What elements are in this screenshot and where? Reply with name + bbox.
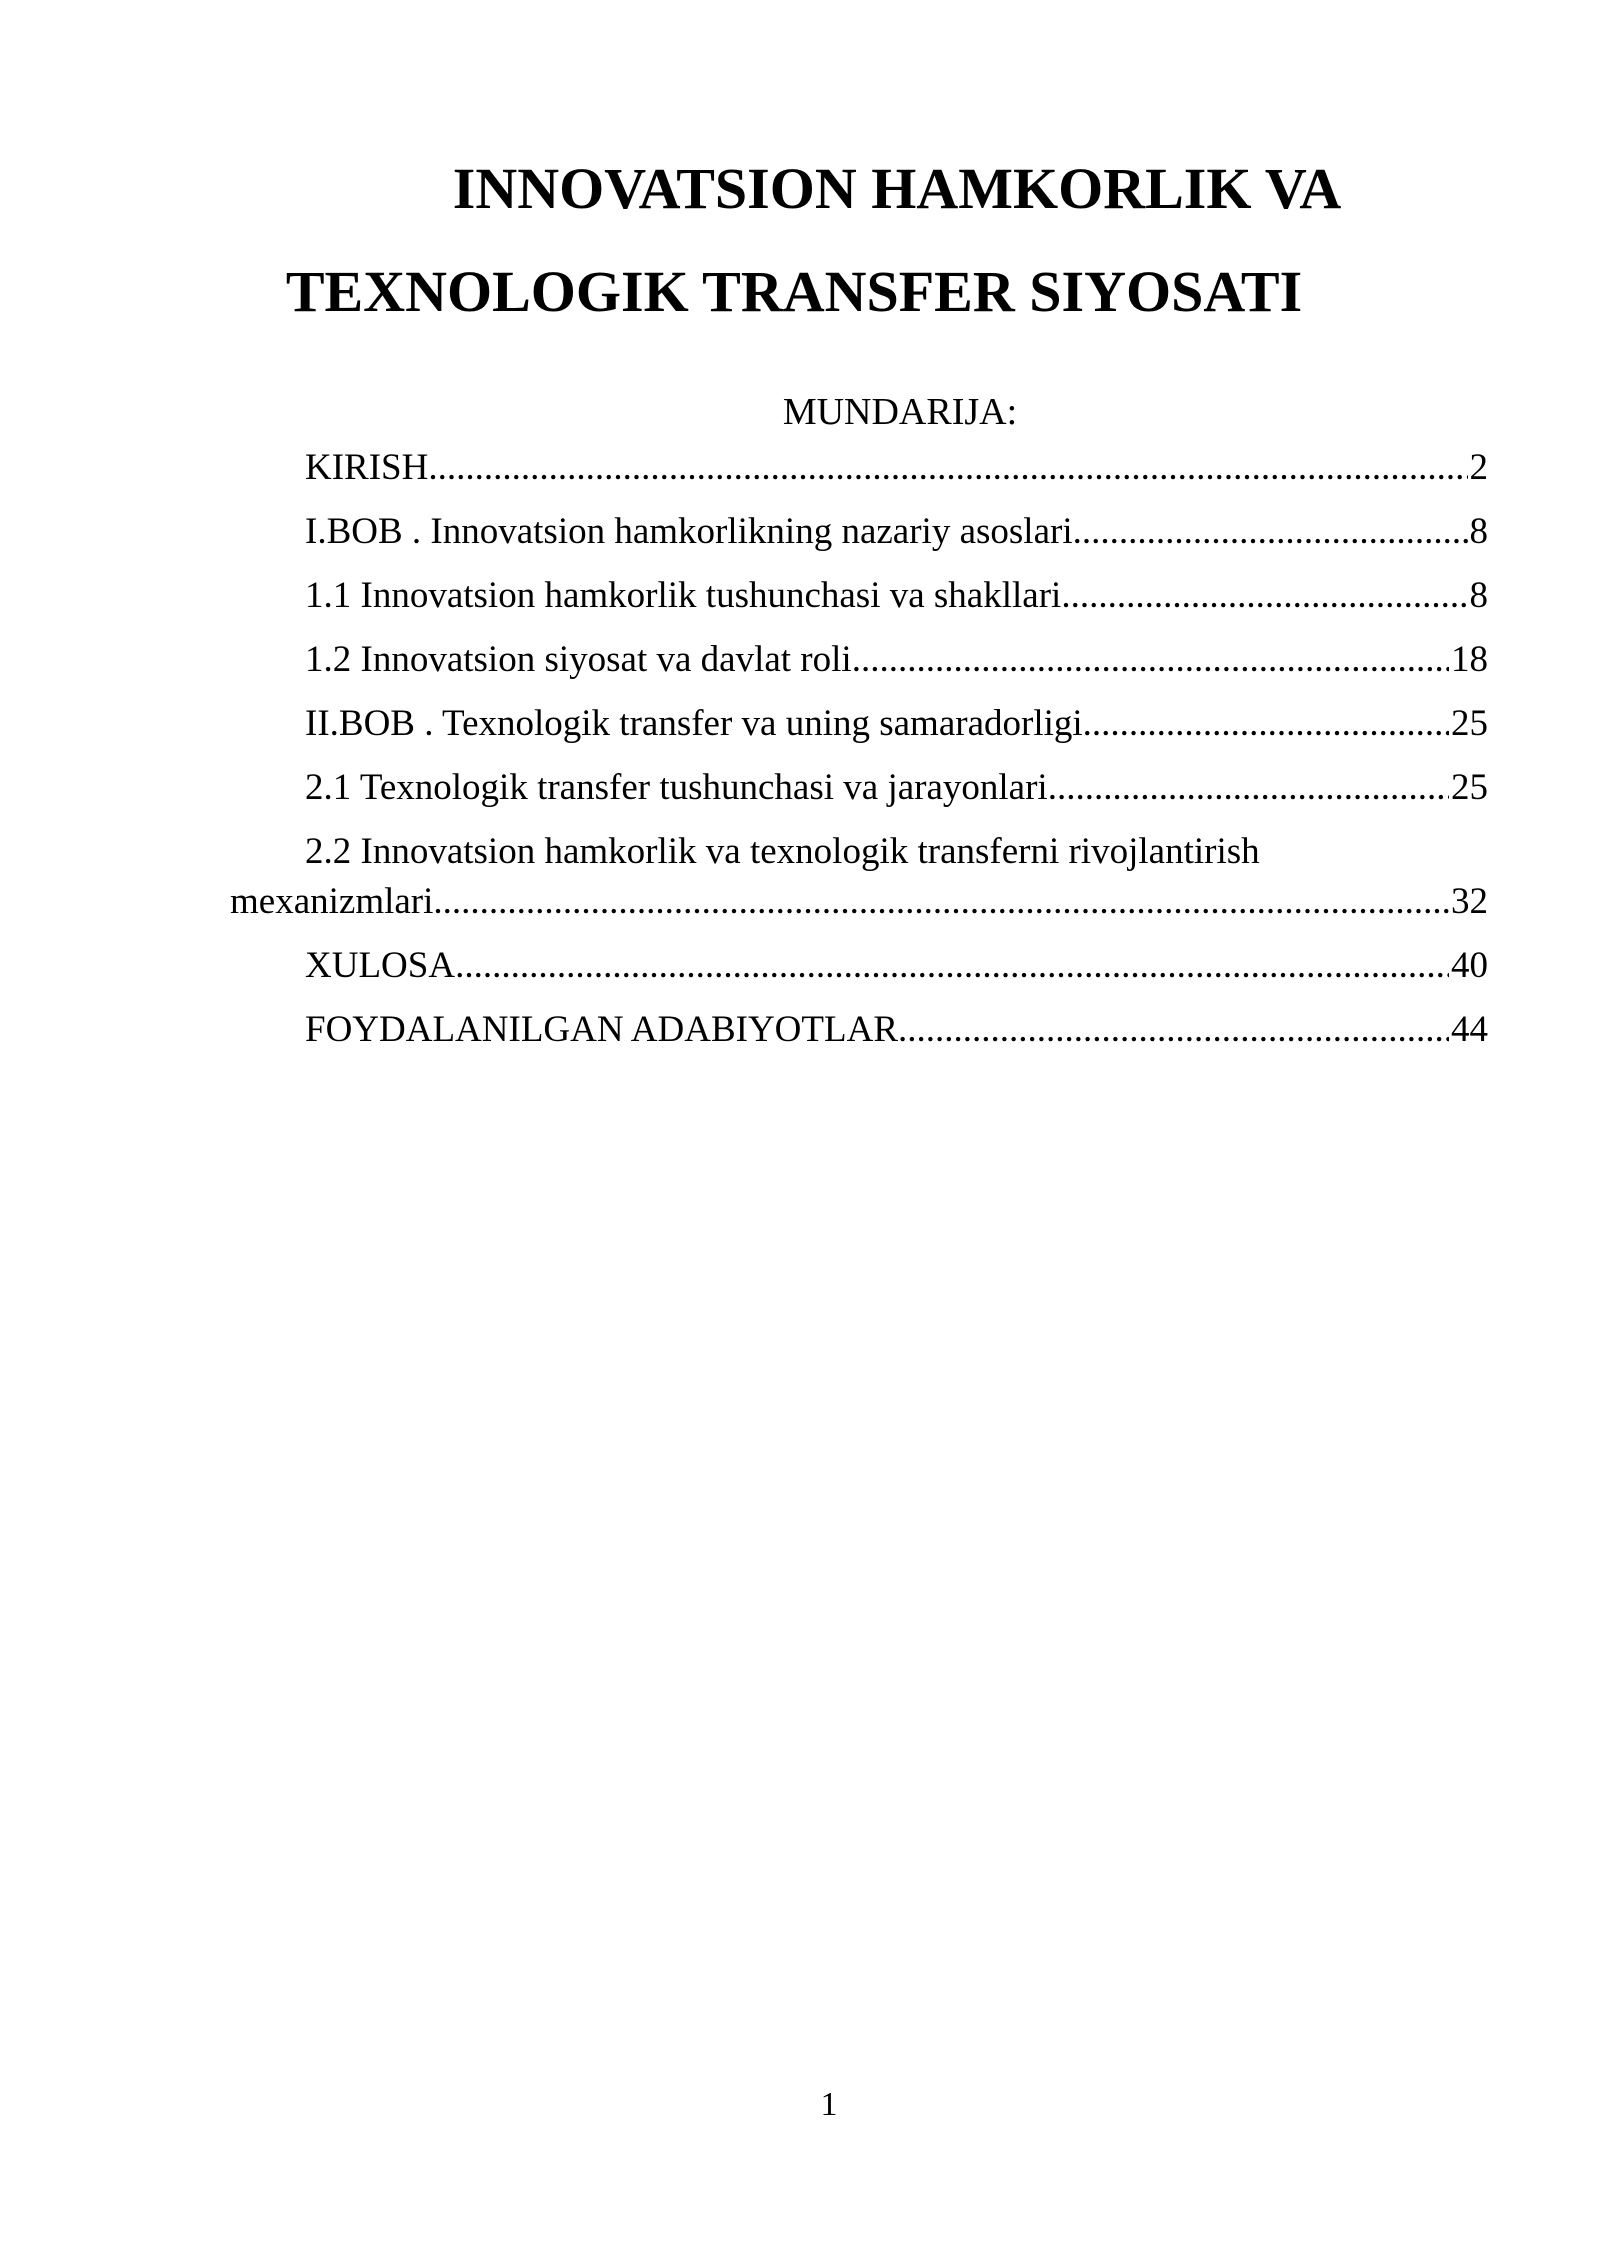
toc-page-number: 40 — [1451, 945, 1488, 986]
toc-entry-kirish[interactable] — [305, 446, 1488, 490]
toc-entry-title: 2.1 Texnologik transfer tushunchasi va jarayonlari — [305, 767, 1048, 808]
toc-entry-section-2-2-line-2[interactable] — [230, 880, 1488, 924]
toc-dot-leader — [1083, 702, 1449, 746]
toc-dot-leader — [428, 446, 1467, 490]
toc-page-number: 25 — [1451, 703, 1488, 744]
toc-page-number: 2 — [1469, 447, 1488, 488]
toc-entry-section-2-1[interactable] — [305, 766, 1488, 810]
toc-entry-title: KIRISH — [305, 447, 429, 488]
toc-dot-leader — [1048, 766, 1449, 810]
toc-entry-title: 1.1 Innovatsion hamkorlik tushunchasi va shakllari — [305, 575, 1062, 616]
toc-entry-title: FOYDALANILGAN ADABIYOTLAR — [305, 1009, 898, 1050]
toc-dot-leader — [898, 1008, 1449, 1052]
toc-dot-leader — [433, 880, 1449, 924]
toc-heading: MUNDARIJA: — [782, 391, 1018, 433]
toc-entry-references[interactable] — [305, 1008, 1488, 1052]
page-number: 1 — [820, 2086, 838, 2123]
toc-entry-title: mexanizmlari — [230, 881, 434, 922]
toc-dot-leader — [455, 944, 1449, 988]
toc-entry-title: I.BOB . Innovatsion hamkorlikning nazariy asoslari — [305, 511, 1073, 552]
toc-dot-leader — [852, 638, 1449, 682]
toc-entry-section-1-2[interactable] — [305, 638, 1488, 682]
toc-page-number: 18 — [1451, 639, 1488, 680]
document-title-line-1: INNOVATSION HAMKORLIK VA — [452, 156, 1342, 221]
toc-dot-leader — [1073, 510, 1468, 554]
toc-entry-section-1-1[interactable] — [305, 574, 1488, 618]
toc-page-number: 8 — [1469, 575, 1488, 616]
toc-entry-chapter-2[interactable] — [305, 702, 1488, 746]
toc-page-number: 25 — [1451, 767, 1488, 808]
toc-page-number: 8 — [1469, 511, 1488, 552]
toc-entry-title: 1.2 Innovatsion siyosat va davlat roli — [305, 639, 852, 680]
toc-entry-chapter-1[interactable] — [305, 510, 1488, 554]
toc-entry-title: XULOSA — [305, 945, 456, 986]
toc-dot-leader — [1061, 574, 1467, 618]
toc-entry-title: II.BOB . Texnologik transfer va uning samaradorligi — [305, 703, 1083, 744]
toc-entry-xulosa[interactable] — [305, 944, 1488, 988]
document-title-line-2: TEXNOLOGIK TRANSFER SIYOSATI — [285, 259, 1303, 324]
toc-page-number: 32 — [1451, 881, 1488, 922]
toc-entry-section-2-2-line-1[interactable]: 2.2 Innovatsion hamkorlik va texnologik transferni rivojlantirish — [305, 831, 1260, 872]
toc-page-number: 44 — [1451, 1009, 1488, 1050]
